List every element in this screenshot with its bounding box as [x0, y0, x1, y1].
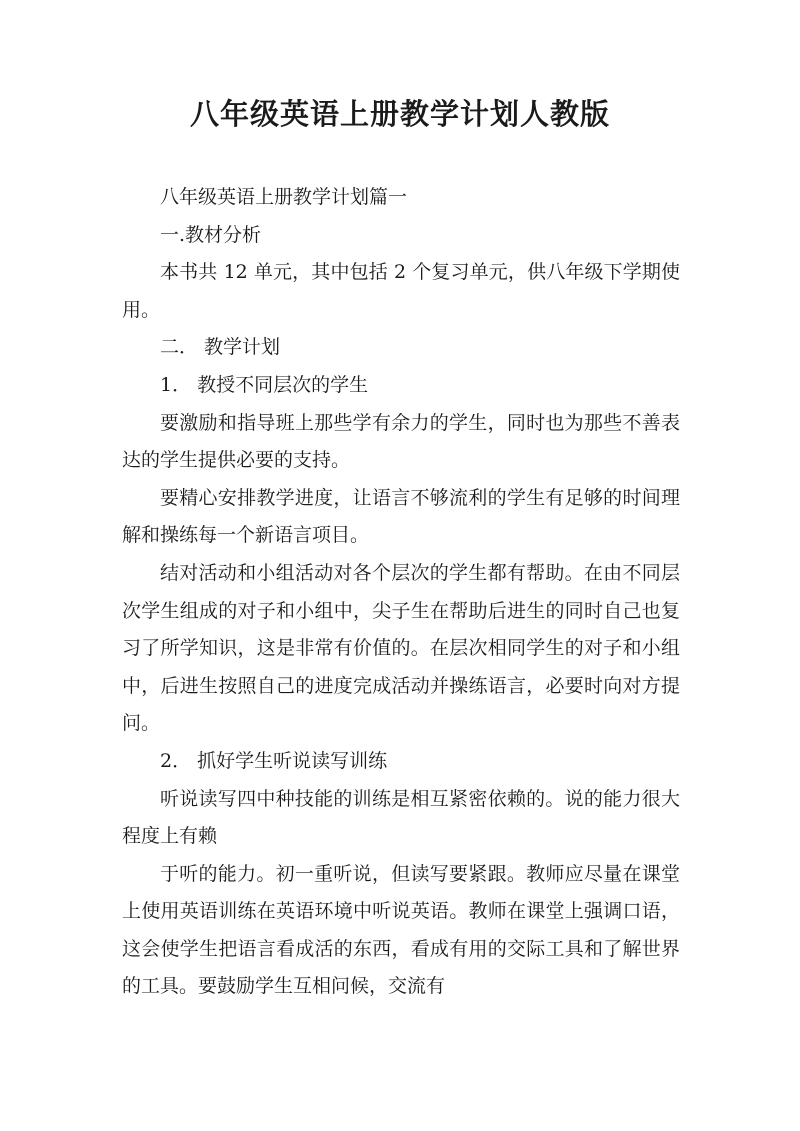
subheading-four-skills: 2． 抓好学生听说读写训练 [160, 749, 388, 772]
heading-teaching-plan: 二． 教学计划 [160, 336, 281, 359]
subheading-different-levels: 1． 教授不同层次的学生 [160, 373, 369, 396]
document-body [122, 179, 680, 1006]
document-title: 八年级英语上册教学计划人教版 [189, 97, 610, 131]
paragraph-motivate-students: 要激励和指导班上那些学有余力的学生，同时也为那些不善表达的学生提供必要的支持。 [122, 411, 680, 472]
heading-textbook-analysis: 一.教材分析 [160, 223, 262, 246]
paragraph-pair-group-work: 结对活动和小组活动对各个层次的学生都有帮助。在由不同层次学生组成的对子和小组中，尖子生在帮助后进生的同时自己也复习了所学知识，这是非常有价值的。在层次相同学生的对子和小组中，后进生按照自己的进度完成活动并操练语言，必要时向对方提问。 [122, 561, 680, 735]
paragraph-teaching-pace: 要精心安排教学进度，让语言不够流利的学生有足够的时间理解和操练每一个新语言项目。 [122, 486, 680, 547]
paragraph-listening-speaking: 于听的能力。初一重听说，但读写要紧跟。教师应尽量在课堂上使用英语训练在英语环境中听说英语。教师在课堂上强调口语，这会使学生把语言看成活的东西，看成有用的交际工具和了解世界的工具。要鼓励学生互相问候，交流有 [122, 862, 680, 998]
paragraph-skills-interdependence: 听说读写四中种技能的训练是相互紧密依赖的。说的能力很大程度上有赖 [122, 787, 680, 848]
paragraph-textbook-units: 本书共 12 单元，其中包括 2 个复习单元，供八年级下学期使用。 [122, 261, 680, 321]
section-heading-part-one: 八年级英语上册教学计划篇一 [160, 186, 408, 208]
